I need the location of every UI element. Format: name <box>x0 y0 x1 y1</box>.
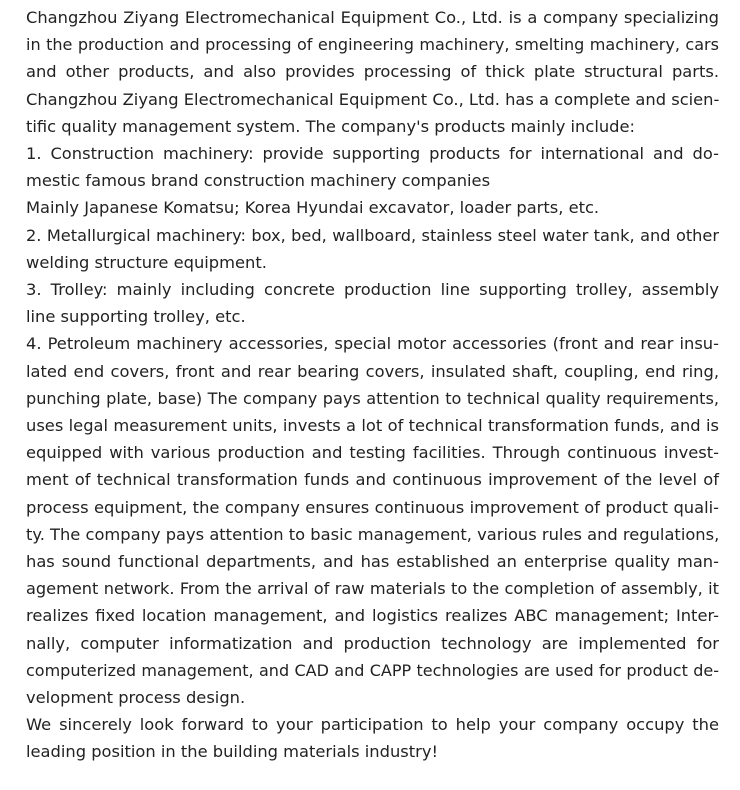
text-line: ment of technical transformation funds and continuous improvement of the level of <box>26 470 719 490</box>
text-line: tific quality management system. The company's products mainly include: <box>26 116 636 136</box>
text-line: nally, computer informatization and production technology are implemented for <box>26 633 719 653</box>
text-line: velopment process design. <box>26 688 246 708</box>
closing-statement: We sincerely look forward to your participation to help your company occupy the <box>26 715 719 735</box>
text-line: has sound functional departments, and has established an enterprise quality man- <box>26 552 719 572</box>
text-line: mestic famous brand construction machinery companies <box>26 171 491 191</box>
text-line: welding structure equipment. <box>26 252 267 272</box>
text-line: punching plate, base) The company pays attention to technical quality requirements, <box>26 388 719 408</box>
text-line: process equipment, the company ensures continuous improvement of product quali- <box>26 497 719 517</box>
list-item-metallurgical-machinery: 2. Metallurgical machinery: box, bed, wallboard, stainless steel water tank, and other <box>26 225 719 245</box>
text-line: in the production and processing of engineering machinery, smelting machinery, cars <box>26 35 719 55</box>
text-line: agement network. From the arrival of raw materials to the completion of assembly, it <box>26 579 719 599</box>
list-item-trolley: 3. Trolley: mainly including concrete production line supporting trolley, assembly <box>26 280 719 300</box>
text-line: ty. The company pays attention to basic management, various rules and regulations, <box>26 524 720 544</box>
text-line: line supporting trolley, etc. <box>26 307 246 327</box>
list-item-construction-machinery: 1. Construction machinery: provide supporting products for international and do- <box>26 144 719 164</box>
text-line: computerized management, and CAD and CAPP technologies are used for product de- <box>26 660 719 680</box>
text-line: uses legal measurement units, invests a lot of technical transformation funds, and is <box>26 416 719 436</box>
text-line: leading position in the building materials industry! <box>26 742 438 762</box>
text-line: and other products, and also provides processing of thick plate structural parts. <box>26 62 719 82</box>
company-description <box>26 4 719 766</box>
text-line: realizes fixed location management, and logistics realizes ABC management; Inter- <box>26 606 719 626</box>
list-item-petroleum-machinery: 4. Petroleum machinery accessories, special motor accessories (front and rear insu- <box>26 334 719 354</box>
text-line: equipped with various production and testing facilities. Through continuous invest- <box>26 443 719 463</box>
text-line: Changzhou Ziyang Electromechanical Equipment Co., Ltd. is a company specializing <box>26 8 719 27</box>
text-line: Mainly Japanese Komatsu; Korea Hyundai excavator, loader parts, etc. <box>26 198 600 218</box>
text-line: Changzhou Ziyang Electromechanical Equipment Co., Ltd. has a complete and scien- <box>26 89 720 109</box>
text-line: lated end covers, front and rear bearing covers, insulated shaft, coupling, end ring, <box>26 361 719 381</box>
